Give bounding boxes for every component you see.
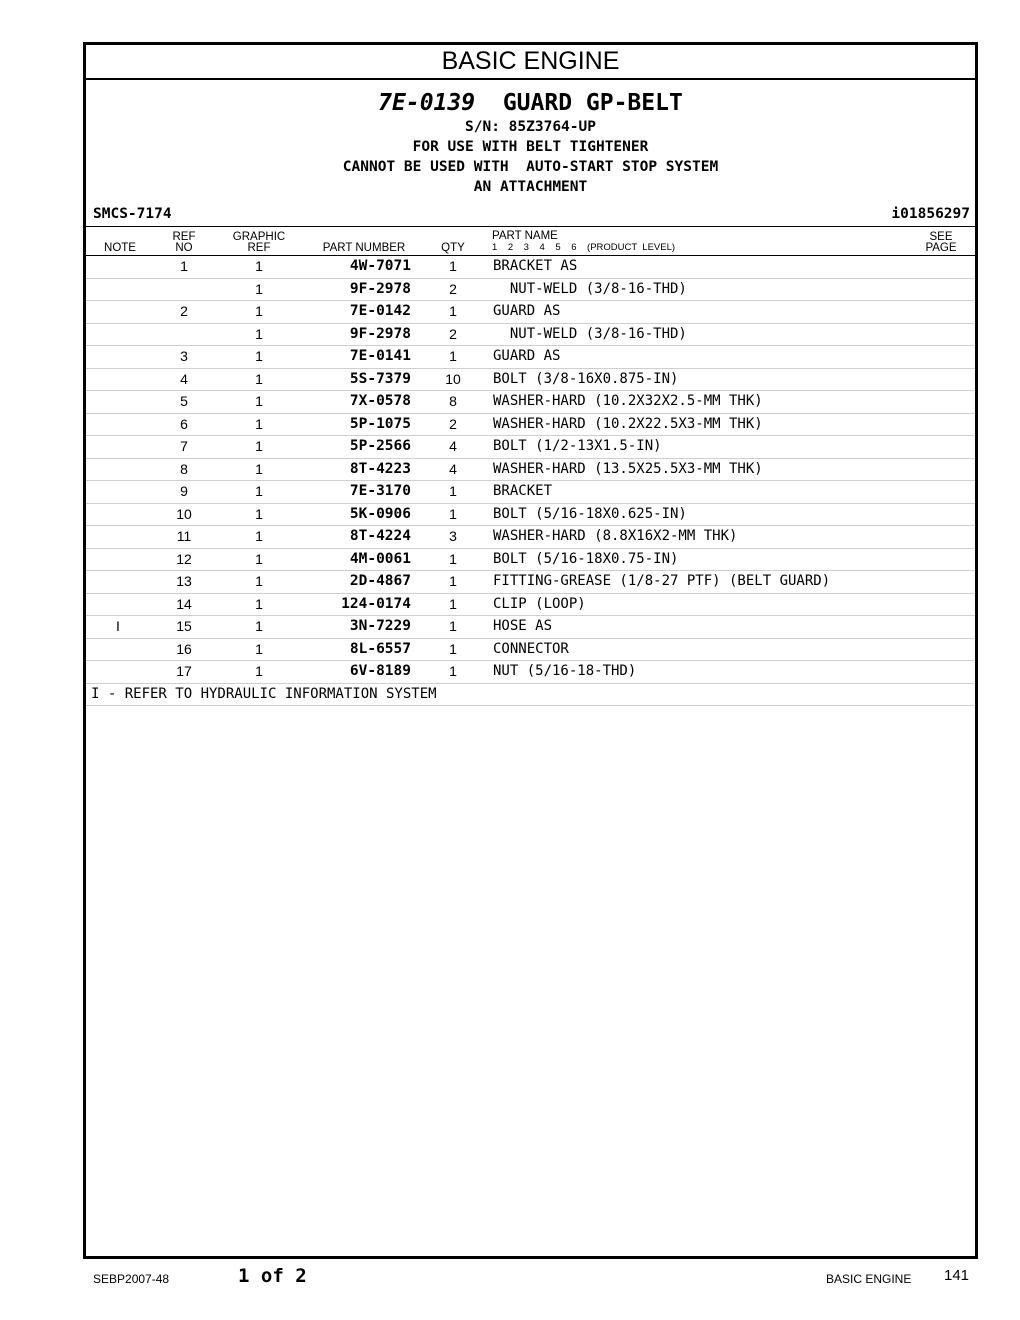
graphic-ref-cell: 1 (255, 595, 263, 612)
note-cell (86, 481, 150, 502)
illustration-id: i01856297 (891, 206, 970, 222)
note-cell (86, 301, 150, 322)
graphic-ref-cell: 1 (255, 663, 263, 679)
part-name-cell: BOLT (1/2-13X1.5-IN) (493, 438, 662, 454)
table-row (86, 369, 975, 392)
qty-cell: 1 (449, 258, 457, 274)
note-cell (86, 549, 150, 570)
ref-no-cell: 3 (180, 348, 188, 364)
note-cell (86, 324, 150, 345)
note-cell (86, 571, 150, 592)
col-note: NOTE (104, 242, 136, 254)
qty-cell: 1 (449, 595, 457, 612)
part-number-cell: 7E-0142 (349, 303, 411, 319)
qty-cell: 2 (449, 280, 457, 297)
table-row (86, 255, 975, 279)
note-cell (86, 391, 150, 412)
ref-no-cell (156, 324, 212, 345)
section-title: BASIC ENGINE (86, 45, 975, 80)
part-number-cell: 8T-4223 (349, 460, 411, 477)
ref-no-cell: 2 (180, 303, 188, 319)
table-row (86, 571, 975, 594)
table-row (86, 661, 975, 684)
graphic-ref-cell: 1 (255, 393, 263, 409)
graphic-ref-cell: 1 (255, 258, 263, 274)
graphic-ref-cell: 1 (255, 460, 263, 477)
table-row (86, 324, 975, 347)
note-cell (86, 504, 150, 525)
table-row (86, 616, 975, 639)
part-number-cell: 3N-7229 (349, 618, 411, 634)
graphic-ref-cell: 1 (255, 325, 263, 342)
part-name-cell: NUT-WELD (3/8-16-THD) (493, 325, 687, 342)
qty-cell: 2 (449, 415, 457, 432)
part-number-cell: 7X-0578 (349, 393, 411, 409)
table-row (86, 346, 975, 369)
ref-no-cell: 12 (176, 550, 192, 567)
col-qty: QTY (441, 242, 465, 254)
part-number-cell: 5K-0906 (349, 505, 411, 522)
col-graphic-ref-line2: REF (247, 242, 271, 254)
heading-note-2: CANNOT BE USED WITH AUTO-START STOP SYSTEM (342, 159, 719, 175)
ref-no-cell: 6 (180, 415, 188, 432)
table-row (86, 549, 975, 572)
note-cell (86, 256, 150, 277)
note-cell (86, 661, 150, 682)
table-row (86, 436, 975, 459)
heading-note-1: FOR USE WITH BELT TIGHTENER (412, 139, 649, 155)
table-row (86, 481, 975, 504)
group-part-number: 7E-0139 (378, 90, 476, 116)
part-name-cell: BOLT (3/8-16X0.875-IN) (493, 370, 679, 387)
part-number-cell: 2D-4867 (349, 573, 411, 589)
group-heading (86, 89, 975, 197)
qty-cell: 1 (449, 348, 457, 364)
part-number-cell: 7E-0141 (349, 348, 411, 364)
part-name-cell: CONNECTOR (493, 640, 569, 657)
qty-cell: 4 (449, 460, 457, 477)
footnote-row (86, 684, 975, 707)
note-cell (86, 346, 150, 367)
footer-section: BASIC ENGINE (826, 1272, 912, 1286)
smcs-code: SMCS-7174 (93, 206, 172, 222)
col-part-number: PART NUMBER (322, 242, 406, 254)
part-number-cell: 8T-4224 (349, 528, 411, 544)
part-number-cell: 124-0174 (341, 595, 411, 612)
qty-cell: 1 (449, 483, 457, 499)
part-number-cell: 6V-8189 (349, 663, 411, 679)
graphic-ref-cell: 1 (255, 370, 263, 387)
qty-cell: 1 (449, 618, 457, 634)
part-number-cell: 7E-3170 (349, 483, 411, 499)
part-name-cell: WASHER-HARD (13.5X25.5X3-MM THK) (493, 460, 763, 477)
graphic-ref-cell: 1 (255, 640, 263, 657)
qty-cell: 3 (449, 528, 457, 544)
ref-no-cell: 14 (176, 595, 192, 612)
part-name-cell: CLIP (LOOP) (493, 595, 586, 612)
col-see-page-line2: PAGE (925, 242, 957, 254)
part-name-cell: BRACKET AS (493, 258, 578, 274)
note-cell (86, 459, 150, 480)
graphic-ref-cell: 1 (255, 483, 263, 499)
part-number-cell: 4M-0061 (349, 550, 411, 567)
graphic-ref-cell: 1 (255, 618, 263, 634)
qty-cell: 1 (449, 550, 457, 567)
ref-no-cell: 5 (180, 393, 188, 409)
graphic-ref-cell: 1 (255, 348, 263, 364)
col-part-name: PART NAME (492, 230, 558, 242)
part-name-cell: BRACKET (493, 483, 553, 499)
ref-no-cell: 8 (180, 460, 188, 477)
parts-table (86, 255, 975, 706)
note-cell (86, 639, 150, 660)
col-ref-no-line1: REF (172, 231, 196, 243)
ref-no-cell: 13 (176, 573, 192, 589)
part-number-cell: 9F-2978 (349, 280, 411, 297)
col-product-level: 1 2 3 4 5 6 (PRODUCT LEVEL) (492, 242, 676, 253)
table-row (86, 504, 975, 527)
part-name-cell: NUT (5/16-18-THD) (493, 663, 637, 679)
qty-cell: 1 (449, 573, 457, 589)
qty-cell: 4 (449, 438, 457, 454)
part-number-cell: 8L-6557 (349, 640, 411, 657)
part-name-cell: HOSE AS (493, 618, 553, 634)
part-number-cell: 5P-1075 (349, 415, 411, 432)
qty-cell: 1 (449, 303, 457, 319)
graphic-ref-cell: 1 (255, 528, 263, 544)
note-cell (86, 436, 150, 457)
note-cell (86, 526, 150, 547)
table-row (86, 391, 975, 414)
note-cell (86, 279, 150, 300)
part-name-cell: GUARD AS (493, 348, 561, 364)
part-name-cell: WASHER-HARD (10.2X22.5X3-MM THK) (493, 415, 763, 432)
header-divider (86, 226, 975, 227)
table-row (86, 301, 975, 324)
part-name-cell: GUARD AS (493, 303, 561, 319)
footer-page-of: 1 of 2 (238, 1265, 307, 1287)
part-name-cell: FITTING-GREASE (1/8-27 PTF) (BELT GUARD) (493, 573, 831, 589)
table-row (86, 526, 975, 549)
group-title-line (86, 89, 975, 117)
graphic-ref-cell: 1 (255, 280, 263, 297)
ref-no-cell: 7 (180, 438, 188, 454)
footer-page-number: 141 (944, 1267, 970, 1284)
ref-no-cell: 9 (180, 483, 188, 499)
part-name-cell: BOLT (5/16-18X0.75-IN) (493, 550, 679, 567)
note-cell (86, 414, 150, 435)
qty-cell: 2 (449, 325, 457, 342)
qty-cell: 10 (445, 370, 461, 387)
table-row (86, 414, 975, 437)
note-cell (86, 369, 150, 390)
col-see-page-line1: SEE (929, 231, 953, 243)
qty-cell: 1 (449, 663, 457, 679)
table-row (86, 459, 975, 482)
graphic-ref-cell: 1 (255, 505, 263, 522)
table-row (86, 639, 975, 662)
qty-cell: 8 (449, 393, 457, 409)
ref-no-cell (156, 279, 212, 300)
graphic-ref-cell: 1 (255, 415, 263, 432)
part-number-cell: 5P-2566 (349, 438, 411, 454)
col-graphic-ref-line1: GRAPHIC (232, 231, 286, 243)
note-cell: I (116, 618, 120, 634)
table-row (86, 279, 975, 302)
footer-doc-id: SEBP2007-48 (93, 1272, 170, 1286)
graphic-ref-cell: 1 (255, 303, 263, 319)
group-title: GUARD GP-BELT (502, 90, 683, 116)
ref-no-cell: 11 (176, 528, 192, 544)
part-number-cell: 4W-7071 (349, 258, 411, 274)
ref-no-cell: 17 (176, 663, 192, 679)
ref-no-cell: 16 (176, 640, 192, 657)
ref-no-cell: 1 (180, 258, 188, 274)
graphic-ref-cell: 1 (255, 438, 263, 454)
footnote-text: I - REFER TO HYDRAULIC INFORMATION SYSTEM (91, 685, 437, 702)
graphic-ref-cell: 1 (255, 550, 263, 567)
qty-cell: 1 (449, 640, 457, 657)
graphic-ref-cell: 1 (255, 573, 263, 589)
serial-number: S/N: 85Z3764-UP (465, 119, 596, 135)
part-name-cell: NUT-WELD (3/8-16-THD) (493, 280, 687, 297)
qty-cell: 1 (449, 505, 457, 522)
part-number-cell: 9F-2978 (349, 325, 411, 342)
col-ref-no-line2: NO (175, 242, 193, 254)
table-row (86, 594, 975, 617)
part-name-cell: BOLT (5/16-18X0.625-IN) (493, 505, 687, 522)
part-number-cell: 5S-7379 (349, 370, 411, 387)
note-cell (86, 594, 150, 615)
ref-no-cell: 15 (176, 618, 192, 634)
ref-no-cell: 4 (180, 370, 188, 387)
heading-note-3: AN ATTACHMENT (473, 179, 588, 195)
part-name-cell: WASHER-HARD (8.8X16X2-MM THK) (493, 528, 738, 544)
page-frame (83, 42, 978, 1259)
part-name-cell: WASHER-HARD (10.2X32X2.5-MM THK) (493, 393, 763, 409)
ref-no-cell: 10 (176, 505, 192, 522)
